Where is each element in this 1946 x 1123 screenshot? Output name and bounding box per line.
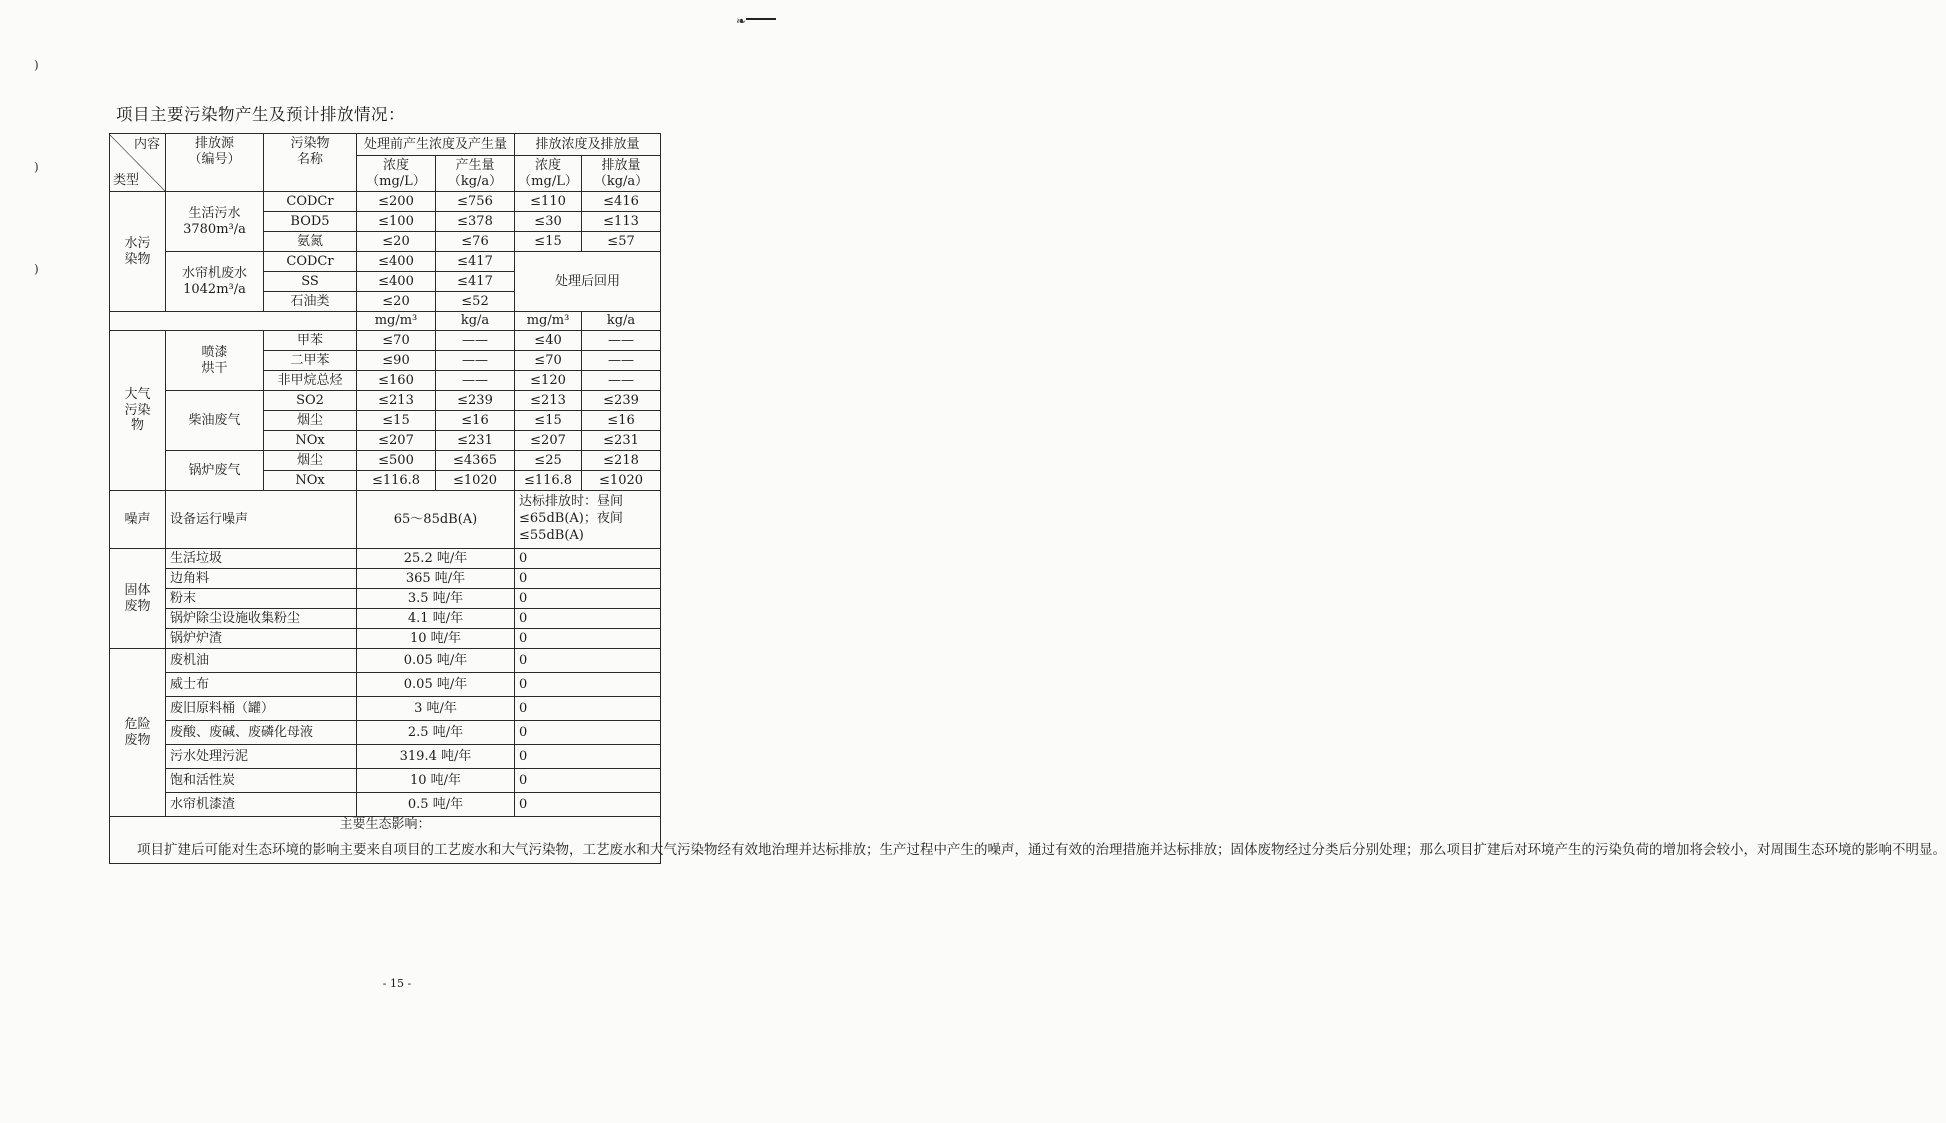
waste-discharge: 0 — [515, 745, 661, 769]
generated-amount: ≤417 — [436, 272, 515, 292]
emission-amount: ≤1020 — [582, 471, 661, 491]
waste-discharge: 0 — [515, 569, 661, 589]
waste-name: 饱和活性炭 — [166, 769, 357, 793]
noise-standard: 达标排放时：昼间≤65dB(A)；夜间≤55dB(A) — [515, 491, 661, 549]
header-emis-unit: （kg/a） — [593, 173, 649, 189]
waste-discharge: 0 — [515, 769, 661, 793]
scan-speck: ❧ — [736, 14, 747, 28]
emission-amount: —— — [582, 351, 661, 371]
pollutant-name: BOD5 — [264, 212, 357, 232]
emission-amount: ≤239 — [582, 391, 661, 411]
waste-quantity: 319.4 吨/年 — [357, 745, 515, 769]
header-conc2: 浓度 — [535, 157, 562, 173]
noise-source: 设备运行噪声 — [166, 491, 357, 549]
noise-level: 65～85dB(A) — [357, 491, 515, 549]
generated-amount: ≤52 — [436, 292, 515, 312]
impact-cell — [110, 817, 1946, 864]
page-title: 项目主要污染物产生及预计排放情况： — [116, 105, 405, 124]
conc-before: ≤90 — [357, 351, 436, 371]
waste-quantity: 4.1 吨/年 — [357, 609, 515, 629]
waste-discharge: 0 — [515, 549, 661, 569]
waste-discharge: 0 — [515, 721, 661, 745]
scan-speck: ) — [34, 160, 39, 174]
generated-amount: ≤378 — [436, 212, 515, 232]
waste-quantity: 365 吨/年 — [357, 569, 515, 589]
waste-name: 废旧原料桶（罐） — [166, 697, 357, 721]
waste-quantity: 2.5 吨/年 — [357, 721, 515, 745]
waste-name: 生活垃圾 — [166, 549, 357, 569]
waste-quantity: 10 吨/年 — [357, 769, 515, 793]
unit-conc-after: mg/m³ — [515, 312, 582, 331]
pollutant-name: NOx — [264, 431, 357, 451]
pollutant-name: 烟尘 — [264, 411, 357, 431]
table-row — [110, 391, 661, 411]
pollutant-name: 氨氮 — [264, 232, 357, 252]
reuse-note: 处理后回用 — [515, 252, 661, 312]
pollutant-name: CODCr — [264, 252, 357, 272]
pollutant-name: NOx — [264, 471, 357, 491]
solid-category: 固体 废物 — [110, 549, 166, 649]
emission-amount: ≤231 — [582, 431, 661, 451]
waste-discharge: 0 — [515, 697, 661, 721]
waste-quantity: 0.5 吨/年 — [357, 793, 515, 817]
diagonal-header-cell — [110, 134, 166, 192]
air-diesel-source: 柴油废气 — [166, 391, 264, 451]
conc-before: ≤20 — [357, 232, 436, 252]
waste-name: 废酸、废碱、废磷化母液 — [166, 721, 357, 745]
waste-discharge: 0 — [515, 649, 661, 673]
pollutant-table — [109, 133, 1946, 864]
table-row — [110, 673, 661, 697]
header-conc: 浓度 — [382, 157, 409, 173]
emission-amount: ≤57 — [582, 232, 661, 252]
pollutant-name: 甲苯 — [264, 331, 357, 351]
unit-generated: kg/a — [436, 312, 515, 331]
table-row — [110, 451, 661, 471]
air-spray-source: 喷漆 烘干 — [166, 331, 264, 391]
waste-quantity: 25.2 吨/年 — [357, 549, 515, 569]
conc-before: ≤20 — [357, 292, 436, 312]
waste-name: 边角料 — [166, 569, 357, 589]
emission-amount: ≤416 — [582, 192, 661, 212]
table-row — [110, 769, 661, 793]
waste-quantity: 3 吨/年 — [357, 697, 515, 721]
pollutant-name: 烟尘 — [264, 451, 357, 471]
table-row — [110, 793, 661, 817]
conc-before: ≤70 — [357, 331, 436, 351]
pollutant-name: 石油类 — [264, 292, 357, 312]
waste-discharge: 0 — [515, 793, 661, 817]
table-row — [110, 331, 661, 351]
pollutant-name: 非甲烷总烃 — [264, 371, 357, 391]
conc-after: ≤110 — [515, 192, 582, 212]
impact-text: 项目扩建后可能对生态环境的影响主要来自项目的工艺废水和大气污染物，工艺废水和大气污染物经有效地治理并达标排放；生产过程中产生的噪声，通过有效的治理措施并达标排放；固体废物经过分类后分别处理；那么项目扩建后对环境产生的污染负荷的增加将会较小，对周围生态环境的影响不明显。 — [137, 841, 1946, 858]
generated-amount: ≤4365 — [436, 451, 515, 471]
impact-heading: 主要生态影响： — [339, 817, 431, 832]
conc-before: ≤15 — [357, 411, 436, 431]
conc-before: ≤400 — [357, 272, 436, 292]
table-row — [110, 192, 661, 212]
hazardous-category: 危险 废物 — [110, 649, 166, 817]
generated-amount: ≤231 — [436, 431, 515, 451]
table-row — [110, 589, 661, 609]
conc-after: ≤120 — [515, 371, 582, 391]
scan-speck: ) — [34, 262, 39, 276]
empty-cell — [110, 312, 357, 331]
waste-quantity: 10 吨/年 — [357, 629, 515, 649]
impact-row — [110, 817, 661, 864]
emission-amount: ≤113 — [582, 212, 661, 232]
conc-before: ≤213 — [357, 391, 436, 411]
generated-amount: ≤756 — [436, 192, 515, 212]
table-row — [110, 491, 661, 549]
conc-before: ≤116.8 — [357, 471, 436, 491]
noise-category: 噪声 — [110, 491, 166, 549]
water-domestic-source: 生活污水 3780m³/a — [166, 192, 264, 252]
water-category: 水污 染物 — [110, 192, 166, 312]
conc-after: ≤15 — [515, 232, 582, 252]
emission-amount: —— — [582, 371, 661, 391]
conc-after: ≤15 — [515, 411, 582, 431]
table-row — [110, 721, 661, 745]
conc-after: ≤30 — [515, 212, 582, 232]
conc-after: ≤207 — [515, 431, 582, 451]
waste-name: 水帘机漆渣 — [166, 793, 357, 817]
conc-before: ≤100 — [357, 212, 436, 232]
waste-name: 污水处理污泥 — [166, 745, 357, 769]
air-category: 大气 污染 物 — [110, 331, 166, 491]
table-row — [110, 745, 661, 769]
waste-name: 锅炉除尘设施收集粉尘 — [166, 609, 357, 629]
waste-discharge: 0 — [515, 629, 661, 649]
header-pollutant: 污染物 名称 — [264, 134, 357, 192]
emission-amount: ≤16 — [582, 411, 661, 431]
waste-name: 粉末 — [166, 589, 357, 609]
page-number: - 15 - — [382, 977, 412, 990]
header-category: 类型 — [113, 172, 140, 188]
generated-amount: ≤76 — [436, 232, 515, 252]
table-row — [110, 609, 661, 629]
generated-amount: ≤417 — [436, 252, 515, 272]
pollutant-name: 二甲苯 — [264, 351, 357, 371]
header-content: 内容 — [133, 136, 160, 152]
waste-name: 废机油 — [166, 649, 357, 673]
table-row — [110, 629, 661, 649]
conc-after: ≤116.8 — [515, 471, 582, 491]
table-row — [110, 549, 661, 569]
table-row — [110, 569, 661, 589]
generated-amount: ≤239 — [436, 391, 515, 411]
generated-amount: ≤1020 — [436, 471, 515, 491]
conc-before: ≤500 — [357, 451, 436, 471]
header-emis: 排放量 — [601, 157, 641, 173]
unit-conc-before: mg/m³ — [357, 312, 436, 331]
scan-corner-mark — [746, 18, 776, 20]
header-gen-unit: （kg/a） — [447, 173, 503, 189]
header-after-group: 排放浓度及排放量 — [515, 134, 661, 156]
generated-amount: —— — [436, 351, 515, 371]
emission-amount: —— — [582, 331, 661, 351]
generated-amount: ≤16 — [436, 411, 515, 431]
conc-before: ≤207 — [357, 431, 436, 451]
waste-discharge: 0 — [515, 673, 661, 697]
air-units-row — [110, 312, 661, 331]
waste-name: 锅炉炉渣 — [166, 629, 357, 649]
emission-amount: ≤218 — [582, 451, 661, 471]
waste-discharge: 0 — [515, 609, 661, 629]
generated-amount: —— — [436, 371, 515, 391]
conc-after: ≤40 — [515, 331, 582, 351]
waste-quantity: 0.05 吨/年 — [357, 673, 515, 697]
water-curtain-source: 水帘机废水 1042m³/a — [166, 252, 264, 312]
table-row — [110, 649, 661, 673]
header-source: 排放源 （编号） — [166, 134, 264, 192]
conc-before: ≤400 — [357, 252, 436, 272]
table-row — [110, 252, 661, 272]
pollutant-name: SS — [264, 272, 357, 292]
header-before-group: 处理前产生浓度及产生量 — [357, 134, 515, 156]
conc-before: ≤160 — [357, 371, 436, 391]
waste-quantity: 3.5 吨/年 — [357, 589, 515, 609]
waste-name: 威士布 — [166, 673, 357, 697]
unit-emission: kg/a — [582, 312, 661, 331]
conc-after: ≤25 — [515, 451, 582, 471]
pollutant-name: SO2 — [264, 391, 357, 411]
waste-quantity: 0.05 吨/年 — [357, 649, 515, 673]
generated-amount: —— — [436, 331, 515, 351]
table-row — [110, 697, 661, 721]
waste-discharge: 0 — [515, 589, 661, 609]
conc-before: ≤200 — [357, 192, 436, 212]
pollutant-name: CODCr — [264, 192, 357, 212]
header-gen: 产生量 — [455, 157, 495, 173]
header-conc-unit: （mg/L） — [366, 173, 426, 189]
header-conc2-unit: （mg/L） — [518, 173, 578, 189]
air-boiler-source: 锅炉废气 — [166, 451, 264, 491]
conc-after: ≤213 — [515, 391, 582, 411]
conc-after: ≤70 — [515, 351, 582, 371]
scan-speck: ) — [34, 58, 39, 72]
